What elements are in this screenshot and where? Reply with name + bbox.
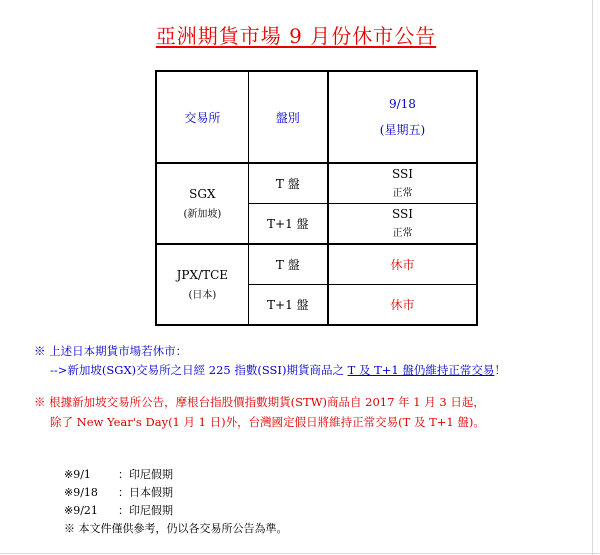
header-weekday: (星期五) [379,122,426,137]
session-cell: T 盤 [248,244,328,285]
header-session: 盤別 [248,71,328,163]
exchange-sub: (日本) [188,290,217,301]
note1-prefix: -->新加坡(SGX)交易所之日經 225 指數(SSI)期貨商品之 [50,363,348,377]
holiday-desc: ：印尼假期 [118,468,173,481]
status-line1: SSI [391,206,413,221]
holiday-desc: ：日本假期 [118,486,173,499]
note1-suffix: ！ [494,363,506,377]
status-cell: 休市 [328,244,477,285]
header-date-value: 9/18 [388,96,416,111]
exchange-name: SGX [189,187,216,201]
right-edge-line [592,0,593,555]
holiday-date: ※9/1 [64,468,91,481]
schedule-table [155,70,478,326]
status-cell [328,163,477,204]
header-date [328,71,477,163]
disclaimer: ※ 本文件僅供參考，仍以各交易所公告為準。 [64,522,288,535]
holiday-list [64,466,288,538]
note1-line1: ※ 上述日本期貨市場若休市： [34,344,188,358]
list-item [64,484,288,502]
session-cell: T+1 盤 [248,204,328,245]
note-stw-announcement [34,392,485,432]
list-item [64,466,288,484]
table-row [156,163,477,204]
status-cell [328,204,477,245]
header-exchange: 交易所 [156,71,248,163]
session-cell: T 盤 [248,163,328,204]
exchange-name: JPX/TCE [176,268,229,282]
exchange-sub: (新加坡) [183,209,222,220]
table-header-row [156,71,477,163]
note1-line2 [34,361,506,380]
holiday-date: ※9/18 [64,486,98,499]
holiday-desc: ：印尼假期 [118,504,173,517]
status-line1: SSI [391,166,413,181]
page-title: 亞洲期貨市場 9 月份休市公告 [155,24,437,48]
note2-line2: 除了 New Year's Day(1 月 1 日)外，台灣國定假日將維持正常交易(T 及 T+1 盤)。 [50,415,485,429]
table-row [156,244,477,285]
holiday-date: ※9/21 [64,504,98,517]
status-cell: 休市 [390,298,415,312]
bottom-edge-line [0,553,600,554]
session-cell: T+1 盤 [248,285,328,326]
status-line2: 正常 [392,227,413,239]
note1-underlined: T 及 T+1 盤仍維持正常交易 [347,363,495,377]
exchange-cell-jpx [156,244,248,325]
exchange-cell-sgx [156,163,248,244]
status-line2: 正常 [392,187,413,199]
list-item [64,502,288,520]
note-japan-closure [34,342,506,380]
note2-line1: ※ 根據新加坡交易所公告，摩根台指股價指數期貨(STW)商品自 2017 年 1 月 3 日起， [34,395,485,409]
